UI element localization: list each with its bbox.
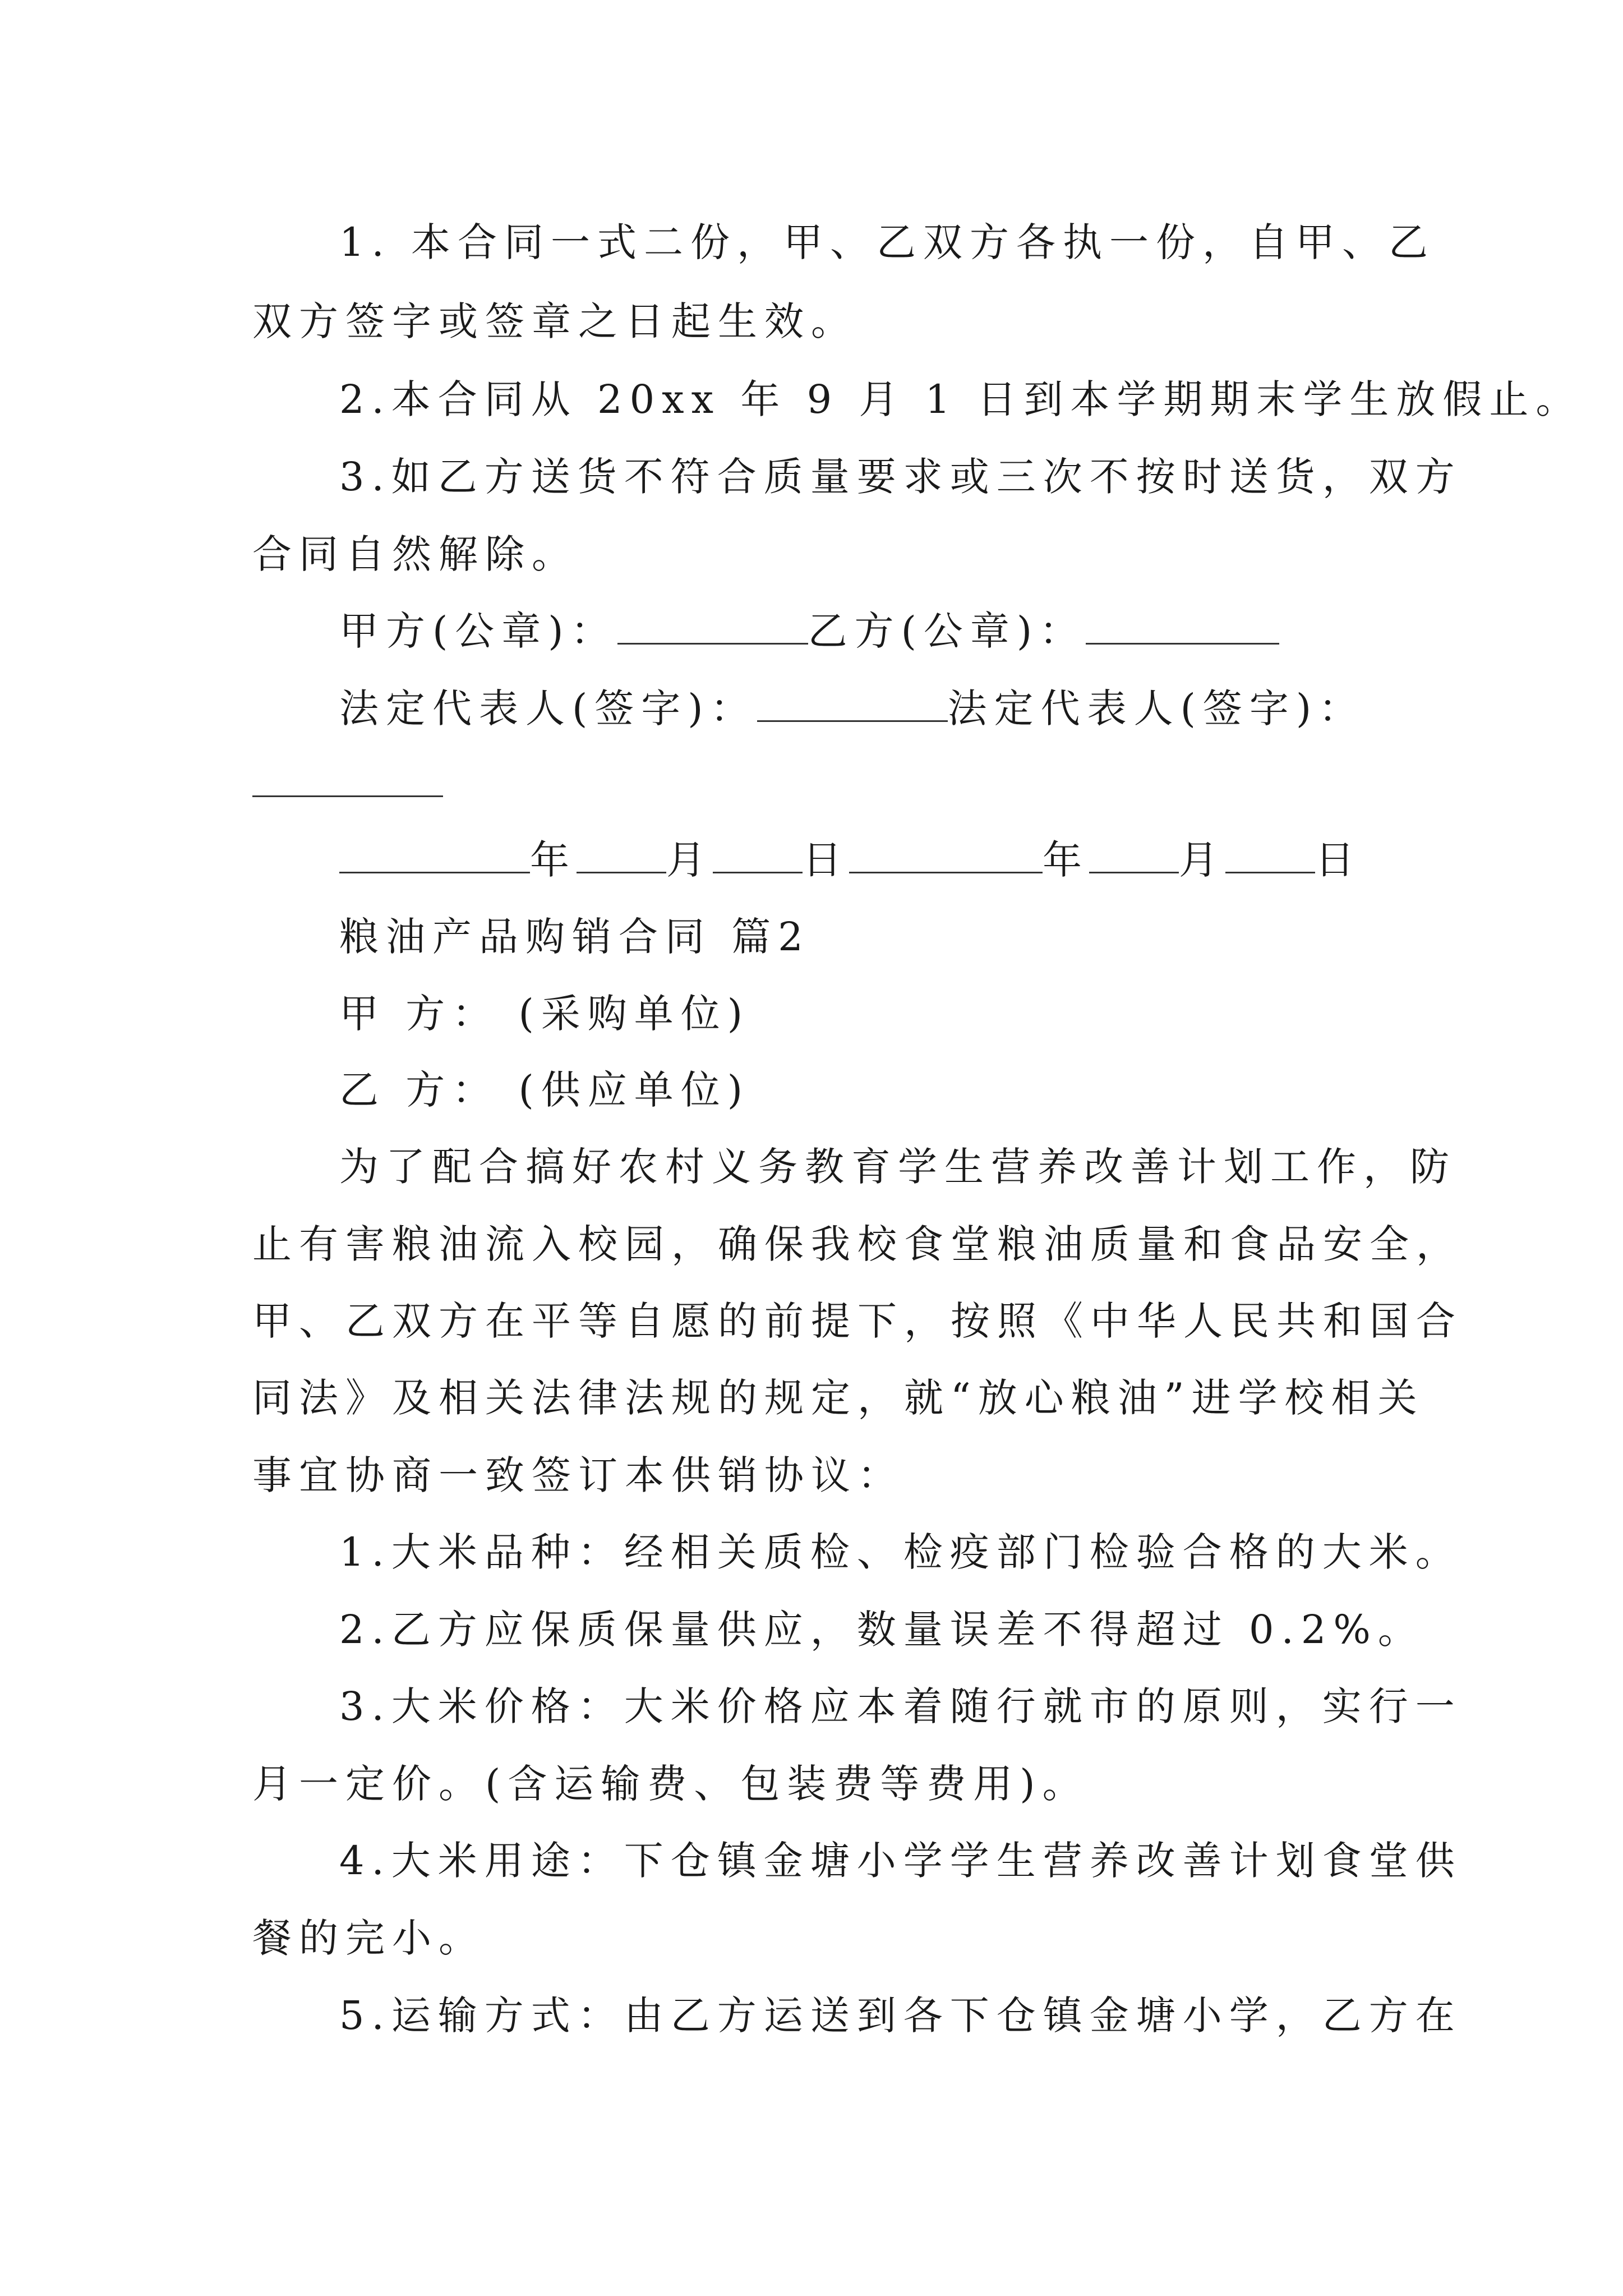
month-blank: [577, 838, 666, 873]
section-title: 粮油产品购销合同 篇2: [339, 914, 810, 960]
signature-party-line: [339, 603, 1279, 659]
paragraph-line: 3.大米价格：大米价格应本着随行就市的原则，实行一: [339, 1683, 1462, 1729]
month-label: 月: [666, 837, 713, 883]
month-blank: [1089, 838, 1179, 873]
party-a-line: 甲 方： (采购单位): [339, 991, 750, 1037]
day-blank: [713, 838, 803, 873]
paragraph-line: 事宜协商一致签订本供销协议：: [252, 1452, 904, 1498]
day-label: 日: [1315, 837, 1362, 883]
paragraph-line: 1. 本合同一式二份，甲、乙双方各执一份，自甲、乙: [339, 219, 1436, 265]
party-a-seal-label: 甲方(公章)：: [339, 608, 617, 654]
year-blank: [849, 838, 1043, 873]
party-b-seal-label: 乙方(公章)：: [808, 608, 1086, 654]
paragraph-line: 2.本合同从 20xx 年 9 月 1 日到本学期期末学生放假止。: [339, 376, 1583, 422]
paragraph-line: 4.大米用途：下仓镇金塘小学学生营养改善计划食堂供: [339, 1838, 1462, 1884]
paragraph-line: 同法》及相关法律法规的规定，就“放心粮油”进学校相关: [252, 1375, 1424, 1421]
paragraph-line: 合同自然解除。: [252, 531, 578, 577]
paragraph-line: 甲、乙双方在平等自愿的前提下，按照《中华人民共和国合: [252, 1298, 1463, 1344]
rep-b-blank: [252, 795, 443, 797]
party-b-seal-blank: [1086, 609, 1279, 645]
paragraph-line: 月一定价。(含运输费、包装费等费用)。: [252, 1761, 1089, 1807]
paragraph-line: 3.如乙方送货不符合质量要求或三次不按时送货，双方: [339, 454, 1462, 500]
party-b-line: 乙 方： (供应单位): [339, 1067, 750, 1113]
month-label: 月: [1179, 837, 1225, 883]
paragraph-line: 双方签字或签章之日起生效。: [252, 298, 857, 344]
paragraph-line: 餐的完小。: [252, 1915, 485, 1961]
date-line: [339, 832, 1362, 888]
year-label: 年: [1043, 837, 1089, 883]
rep-a-label: 法定代表人(签字)：: [339, 685, 757, 731]
paragraph-line: 为了配合搞好农村义务教育学生营养改善计划工作，防: [339, 1144, 1456, 1190]
day-blank: [1225, 838, 1315, 873]
year-label: 年: [530, 837, 577, 883]
day-label: 日: [803, 837, 849, 883]
year-blank: [339, 838, 530, 873]
rep-b-label: 法定代表人(签字)：: [947, 685, 1366, 731]
signature-rep-line: [339, 680, 1365, 737]
paragraph-line: 2.乙方应保质保量供应，数量误差不得超过 0.2%。: [339, 1607, 1424, 1653]
party-a-seal-blank: [617, 609, 808, 645]
paragraph-line: 5.运输方式：由乙方运送到各下仓镇金塘小学，乙方在: [339, 1993, 1462, 2039]
paragraph-line: 1.大米品种：经相关质检、检疫部门检验合格的大米。: [339, 1529, 1462, 1575]
rep-a-blank: [757, 687, 948, 722]
paragraph-line: 止有害粮油流入校园，确保我校食堂粮油质量和食品安全，: [252, 1221, 1463, 1267]
